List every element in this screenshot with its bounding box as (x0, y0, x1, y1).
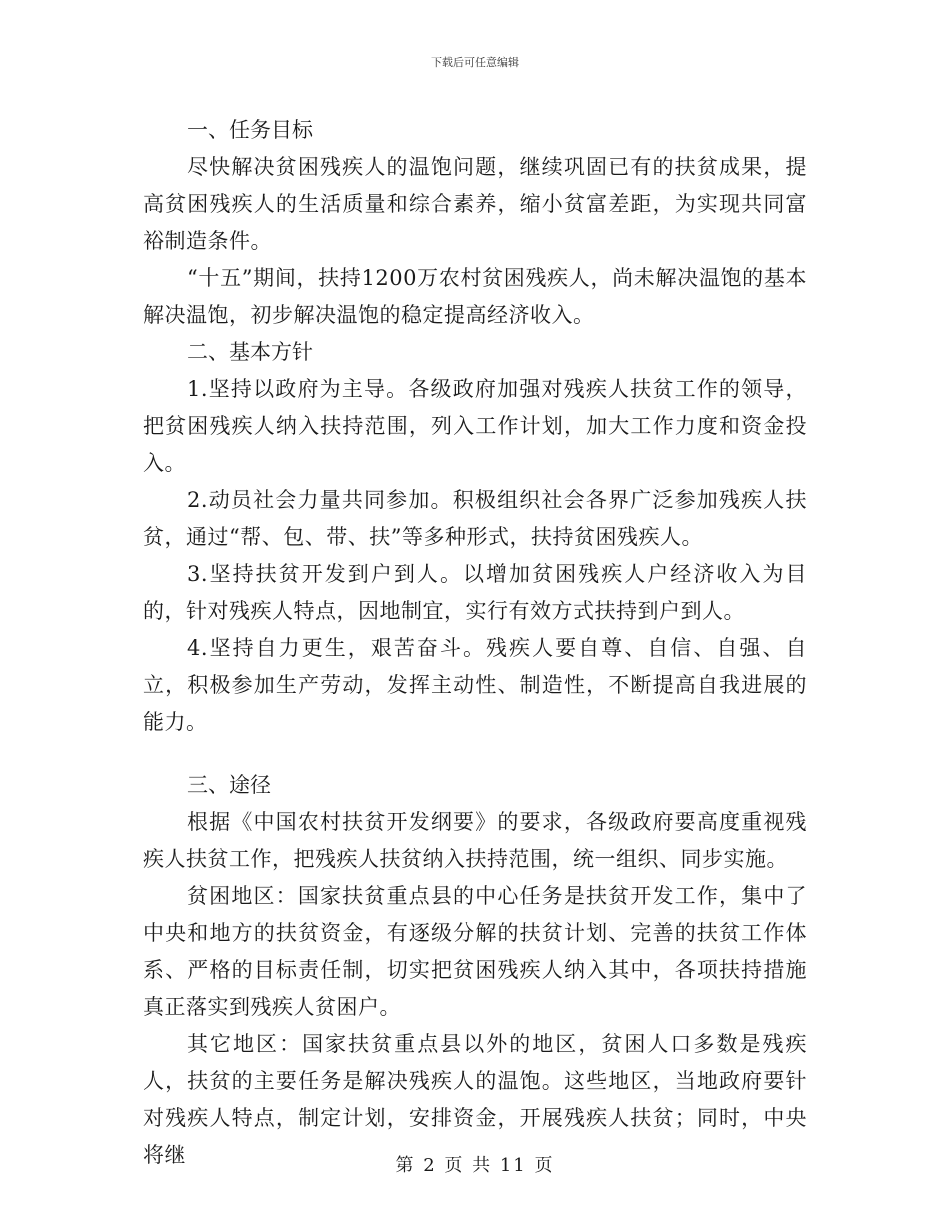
paragraph: 4.坚持自力更生，艰苦奋斗。残疾人要自尊、自信、自强、自立，积极参加生产劳动，发挥主动性、制造性，不断提高自我进展的能力。 (143, 636, 807, 734)
section-heading-approach: 三、途径 (187, 773, 271, 797)
paragraph: 1.坚持以政府为主导。各级政府加强对残疾人扶贫工作的领导，把贫困残疾人纳入扶持范围，列入工作计划，加大工作力度和资金投入。 (143, 377, 807, 475)
paragraph: 其它地区：国家扶贫重点县以外的地区，贫困人口多数是残疾人，扶贫的主要任务是解决残疾人的温饱。这些地区，当地政府要针对残疾人特点，制定计划，安排资金，开展残疾人扶贫；同时，中央将继 (143, 1032, 807, 1167)
document-body (143, 112, 807, 1174)
section-heading-goals: 一、任务目标 (187, 118, 313, 142)
page-number: 第 2 页 共 11 页 (395, 1155, 555, 1176)
spacer (143, 741, 807, 767)
page-header: 下载后可任意编辑 (431, 56, 519, 69)
paragraph: 尽快解决贫困残疾人的温饱问题，继续巩固已有的扶贫成果，提高贫困残疾人的生活质量和综合素养，缩小贫富差距，为实现共同富裕制造条件。 (143, 155, 807, 253)
paragraph: 贫困地区：国家扶贫重点县的中心任务是扶贫开发工作，集中了中央和地方的扶贫资金，有逐级分解的扶贫计划、完善的扶贫工作体系、严格的目标责任制，切实把贫困残疾人纳入其中，各项扶持措施真正落实到残疾人贫困户。 (143, 884, 807, 1019)
section-heading-principles: 二、基本方针 (187, 340, 313, 364)
paragraph: 3.坚持扶贫开发到户到人。以增加贫困残疾人户经济收入为目的，针对残疾人特点，因地制宜，实行有效方式扶持到户到人。 (143, 562, 807, 623)
paragraph: “十五”期间，扶持1200万农村贫困残疾人，尚未解决温饱的基本解决温饱，初步解决温饱的稳定提高经济收入。 (143, 266, 807, 327)
paragraph: 根据《中国农村扶贫开发纲要》的要求，各级政府要高度重视残疾人扶贫工作，把残疾人扶贫纳入扶持范围，统一组织、同步实施。 (143, 810, 807, 871)
paragraph: 2.动员社会力量共同参加。积极组织社会各界广泛参加残疾人扶贫，通过“帮、包、带、扶”等多种形式，扶持贫困残疾人。 (143, 488, 807, 549)
